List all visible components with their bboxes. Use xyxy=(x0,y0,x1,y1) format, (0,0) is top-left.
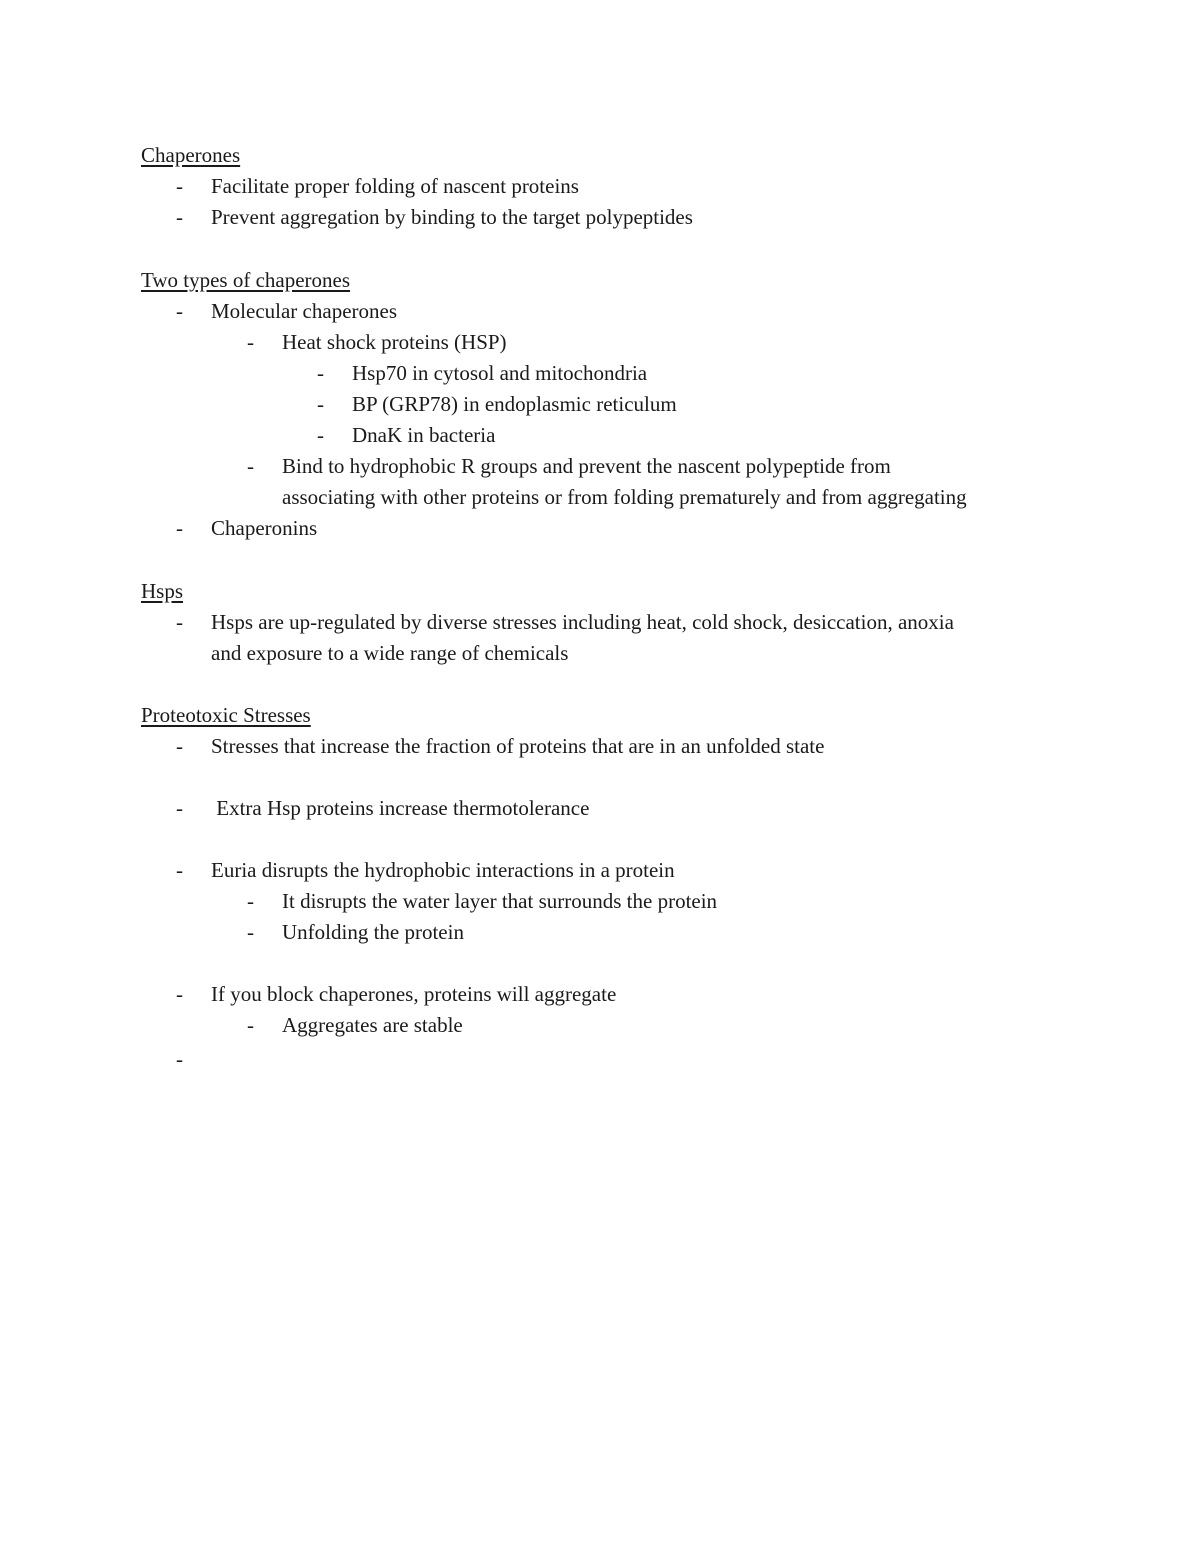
bullet-dash: - xyxy=(317,423,324,447)
list-item: It disrupts the water layer that surrounds the protein xyxy=(282,889,718,913)
list-item: Hsps are up-regulated by diverse stresses including heat, cold shock, desiccation, anoxia xyxy=(211,610,954,634)
bullet-dash: - xyxy=(176,982,183,1006)
bullet-dash: - xyxy=(176,1047,183,1071)
list-item: Euria disrupts the hydrophobic interactions in a protein xyxy=(211,858,675,882)
bullet-dash: - xyxy=(176,610,183,634)
bullet-dash: - xyxy=(176,516,183,540)
list-item: Bind to hydrophobic R groups and prevent the nascent polypeptide from xyxy=(282,454,891,478)
list-item: Facilitate proper folding of nascent proteins xyxy=(211,174,579,198)
list-item: DnaK in bacteria xyxy=(352,423,496,447)
bullet-dash: - xyxy=(176,734,183,758)
heading-chaperones: Chaperones xyxy=(141,143,241,167)
heading-two-types: Two types of chaperones xyxy=(141,268,351,292)
list-item: Heat shock proteins (HSP) xyxy=(282,330,507,354)
heading-proteotoxic: Proteotoxic Stresses xyxy=(141,703,311,727)
list-item: Molecular chaperones xyxy=(211,299,397,323)
heading-hsps: Hsps xyxy=(141,579,184,603)
bullet-dash: - xyxy=(317,392,324,416)
bullet-dash: - xyxy=(176,174,183,198)
bullet-dash: - xyxy=(317,361,324,385)
list-item: Chaperonins xyxy=(211,516,318,540)
bullet-dash: - xyxy=(176,858,183,882)
list-item: Prevent aggregation by binding to the target polypeptides xyxy=(211,205,693,229)
list-item: Aggregates are stable xyxy=(282,1013,463,1037)
bullet-dash: - xyxy=(247,889,254,913)
list-item-continuation: and exposure to a wide range of chemicals xyxy=(211,641,569,665)
bullet-dash: - xyxy=(247,454,254,478)
bullet-dash: - xyxy=(176,205,183,229)
list-item: Stresses that increase the fraction of proteins that are in an unfolded state xyxy=(211,734,825,758)
bullet-dash: - xyxy=(247,330,254,354)
bullet-dash: - xyxy=(247,1013,254,1037)
list-item: Hsp70 in cytosol and mitochondria xyxy=(352,361,648,385)
bullet-dash: - xyxy=(176,299,183,323)
list-item-continuation: associating with other proteins or from folding prematurely and from aggregating xyxy=(282,485,967,509)
list-item: Unfolding the protein xyxy=(282,920,464,944)
bullet-dash: - xyxy=(247,920,254,944)
list-item: If you block chaperones, proteins will aggregate xyxy=(211,982,617,1006)
list-item: Extra Hsp proteins increase thermotolerance xyxy=(211,796,590,820)
list-item: BP (GRP78) in endoplasmic reticulum xyxy=(352,392,677,416)
bullet-dash: - xyxy=(176,796,183,820)
